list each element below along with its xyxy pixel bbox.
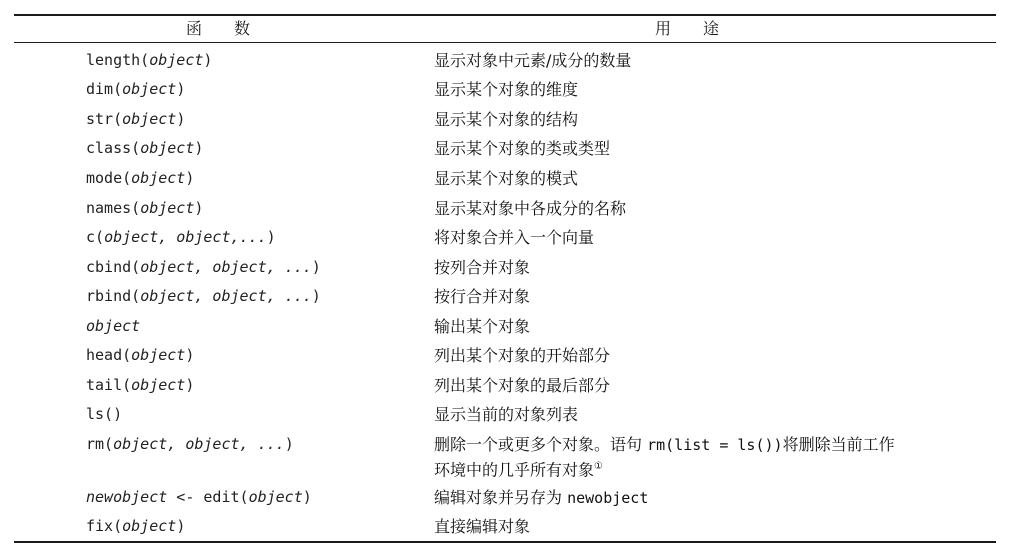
- table-top-rule: [14, 14, 996, 16]
- function-cell: str(object): [86, 110, 186, 128]
- usage-cell: 显示某对象中各成分的名称: [434, 199, 627, 218]
- usage-cell: 将对象合并入一个向量: [434, 228, 595, 247]
- usage-cell: 列出某个对象的最后部分: [434, 376, 611, 395]
- function-cell: c(object, object,...): [86, 228, 276, 246]
- usage-cell: 显示某个对象的结构: [434, 110, 579, 129]
- usage-cell: 编辑对象并另存为 newobject: [434, 488, 649, 507]
- function-cell: rbind(object, object, ...): [86, 287, 321, 305]
- table-bottom-rule: [14, 541, 996, 543]
- usage-cell: 按行合并对象: [434, 287, 531, 306]
- footnote-marker: ①: [594, 461, 603, 472]
- function-cell: length(object): [86, 51, 213, 69]
- usage-cell: 按列合并对象: [434, 258, 531, 277]
- function-cell: head(object): [86, 346, 195, 364]
- usage-cell: 列出某个对象的开始部分: [434, 346, 611, 365]
- function-cell: dim(object): [86, 80, 186, 98]
- function-cell: class(object): [86, 139, 204, 157]
- function-cell: names(object): [86, 199, 204, 217]
- function-cell: object: [86, 317, 141, 335]
- usage-cell: 删除一个或更多个对象。语句 rm(list = ls())将删除当前工作 环境中的几乎所有对象①: [434, 435, 895, 480]
- usage-cell: 直接编辑对象: [434, 517, 531, 536]
- usage-cell: 显示某个对象的维度: [434, 80, 579, 99]
- function-cell: tail(object): [86, 376, 195, 394]
- usage-cell: 显示当前的对象列表: [434, 405, 579, 424]
- function-cell: rm(object, object, ...): [86, 435, 294, 453]
- function-cell: newobject <- edit(object): [86, 488, 312, 506]
- usage-cell: 显示某个对象的模式: [434, 169, 579, 188]
- usage-cell: 输出某个对象: [434, 317, 531, 336]
- usage-cell: 显示对象中元素/成分的数量: [434, 51, 632, 70]
- header-usage: 用途: [655, 19, 752, 38]
- table-header-rule: [14, 42, 996, 43]
- function-cell: ls(): [86, 405, 123, 423]
- header-function: 函数: [186, 19, 283, 38]
- usage-cell: 显示某个对象的类或类型: [434, 139, 611, 158]
- function-cell: cbind(object, object, ...): [86, 258, 321, 276]
- function-cell: mode(object): [86, 169, 195, 187]
- function-cell: fix(object): [86, 517, 186, 535]
